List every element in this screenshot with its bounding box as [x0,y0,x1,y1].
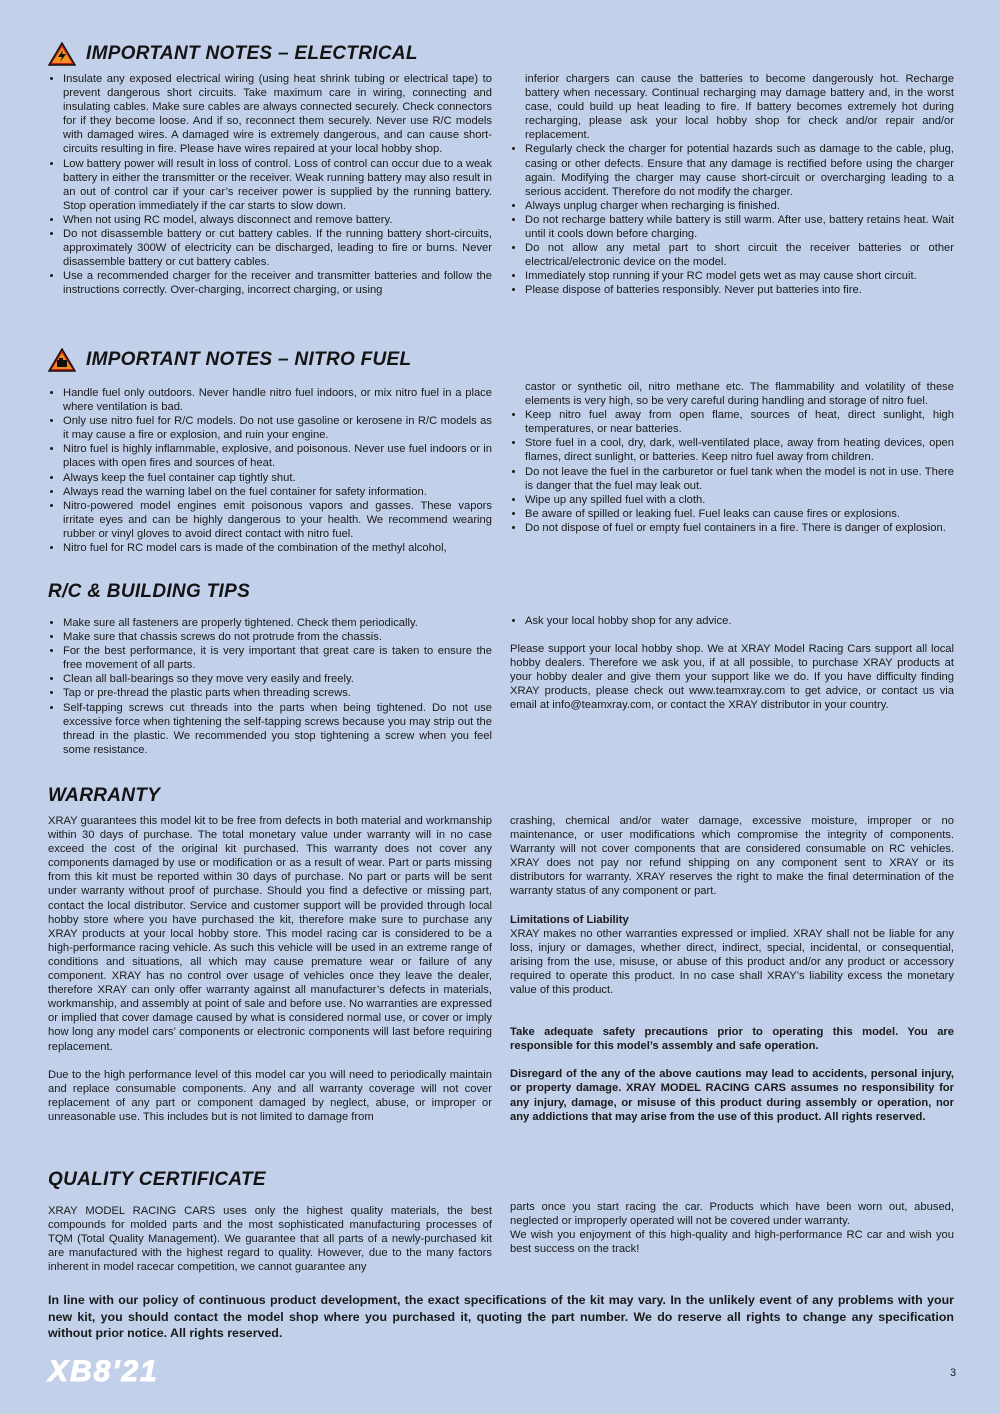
list-item: • Do not leave the fuel in the carburetor or fuel tank when the model is not in use. There is danger that the fuel may leak out. [525,465,954,493]
liability-title: Limitations of Liability [510,913,629,926]
quality-left-column [48,1204,492,1274]
electrical-right-list [510,142,954,297]
hobby-shop-paragraph: Please support your local hobby shop. We at XRAY Model Racing Cars support all local hobby dealers. Therefore we ask you, if at all possible, to purchase XRAY products at your hobby dealer and give them your support like we do. If you have difficulty finding XRAY products, please check out www.teamxray.com to get advice, or contact us via email at info@teamxray.com, or contact the XRAY distributor in your country. [510,643,954,712]
list-item: • Insulate any exposed electrical wiring (using heat shrink tubing or electrical tape) to prevent dangerous short circuits. Take maximum care in wiring, connecting and insulating cables. Make sure cables are always connected securely. Check connectors for if they become loose. And if so, reconnect them securely. Never use R/C models with damaged wires. A damaged wire is extremely dangerous, and can cause short-circuits resulting in fire. Please have wires repaired at your local hobby shop. [63,72,492,157]
quality-title: QUALITY CERTIFICATE [48,1169,266,1190]
list-item: • Please dispose of batteries responsibly. Never put batteries into fire. [525,283,954,297]
tips-right-list [510,614,954,628]
nitro-heading [48,348,954,372]
tips-left-list [48,616,492,757]
list-item: • Nitro fuel is highly inflammable, explosive, and poisonous. Never use fuel indoors or in places with open fires and sources of heat. [63,442,492,470]
list-item: • For the best performance, it is very important that great care is taken to ensure the free movement of all parts. [63,644,492,672]
quality-paragraph: parts once you start racing the car. Products which have been worn out, abused, neglected or improperly operated will not be covered under warranty. [510,1201,954,1228]
list-item: • Store fuel in a cool, dry, dark, well-ventilated place, away from heating devices, open flames, direct sunlight, or batteries. Keep nitro fuel away from children. [525,436,954,464]
warranty-heading [48,784,954,808]
safety-notice: Take adequate safety precautions prior to operating this model. You are responsible for this model’s assembly and safe operation. [510,1026,954,1053]
nitro-section [48,348,954,555]
quality-right-column [510,1200,954,1274]
list-item: • When not using RC model, always disconnect and remove battery. [63,213,492,227]
nitro-left-list [48,386,492,555]
warranty-left-column [48,814,492,1124]
electrical-left-column [48,72,492,298]
list-item: • Always read the warning label on the fuel container for safety information. [63,485,492,499]
list-item: • Wipe up any spilled fuel with a cloth. [525,493,954,507]
lightning-warning-icon [48,42,76,66]
list-item: • Handle fuel only outdoors. Never handle nitro fuel indoors, or mix nitro fuel in a place where ventilation is bad. [63,386,492,414]
page-number: 3 [950,1367,957,1379]
list-item: • Always keep the fuel container cap tightly shut. [63,471,492,485]
list-item: • Make sure that chassis screws do not protrude from the chassis. [63,630,492,644]
xb8-logo: XB8'21 [48,1355,159,1388]
list-item: • Keep nitro fuel away from open flame, sources of heat, direct sunlight, high temperatures, or near batteries. [525,408,954,436]
list-item: • Nitro fuel for RC model cars is made of the combination of the methyl alcohol, [63,541,492,555]
list-item-continued: inferior chargers can cause the batteries to become dangerously hot. Recharge battery when necessary. Continual recharging may damage battery and, in the worst case, could build up heat leading to fire. If battery becomes extremely hot during recharging, please ask your local hobby shop for check and/or repair and/or replacement. [525,73,954,142]
list-item: • Clean all ball-bearings so they move very easily and freely. [63,672,492,686]
tips-title: R/C & BUILDING TIPS [48,581,251,602]
warranty-paragraph: Due to the high performance level of this model car you will need to periodically maintain and replace consumable components. Any and all warranty coverage will not cover replacement of any part or component damaged by neglect, abuse, or improper or unreasonable use. This includes but is not limited to damage from [48,1068,492,1123]
warranty-right-column [510,814,954,1124]
list-item: • Do not recharge battery while battery is still warm. After use, battery retains heat. Wait until it cools down before charging. [525,213,954,241]
list-item-continued: castor or synthetic oil, nitro methane etc. The flammability and volatility of these elements is very high, so be very careful during handling and storage of nitro fuel. [525,381,954,408]
nitro-left-column [48,386,492,555]
nitro-right-list [510,408,954,535]
nitro-title: IMPORTANT NOTES – NITRO FUEL [86,349,412,370]
list-item: • Ask your local hobby shop for any advice. [525,614,954,628]
tips-right-column [510,614,954,757]
liability-text: XRAY makes no other warranties expressed or implied. XRAY shall not be liable for any loss, injury or damages, whether direct, indirect, special, incidental, or consequential, arising from the use, misuse, or abuse of this product and/or any product or accessory required to operate this product. In no case shall XRAY’s liability excess the monetary value of this product. [510,927,954,997]
warranty-paragraph: XRAY guarantees this model kit to be free from defects in both material and workmanship within 30 days of purchase. The total monetary value under warranty will in no case exceed the cost of the original kit purchased. This warranty does not cover any components damaged by use or modification or as a result of wear. Part or parts missing from this kit must be reported within 30 days of purchase. No part or parts will be sent under warranty without proof of purchase. Should you find a defective or missing part, contact the local distributor. Service and customer support will be provided through local hobby store where you have purchased the kit, therefore make sure to purchase any XRAY products at your local hobby store. This model racing car is considered to be a high-performance racing vehicle. As such this vehicle will be used in an extreme range of conditions and situations, all which may cause premature wear or failure of any component. XRAY has no control over usage of vehicles once they leave the dealer, therefore XRAY can only offer warranty against all manufacturer’s defects in materials, workmanship, and assembly at point of sale and before use. No warranties are expressed or implied that cover damage caused by what is considered normal use, or cover or imply how long any model cars’ components or electronic components will last before requiring replacement. [48,815,493,1053]
list-item: • Use a recommended charger for the receiver and transmitter batteries and follow the instructions correctly. Over-charging, incorrect charging, or using [63,269,492,297]
warranty-title: WARRANTY [48,785,161,806]
electrical-left-list [48,72,492,298]
list-item: • Make sure all fasteners are properly tightened. Check them periodically. [63,616,492,630]
list-item: • Regularly check the charger for potential hazards such as damage to the cable, plug, casing or other defects. Ensure that any damage is rectified before using the charger again. Modifying the charger may cause short-circuit or overcharging leading to a serious accident. Therefore do not modify the charger. [525,142,954,198]
list-item: • Do not allow any metal part to short circuit the receiver batteries or other electrical/electronic device on the model. [525,241,954,269]
tips-section [48,580,954,757]
list-item: • Tap or pre-thread the plastic parts when threading screws. [63,686,492,700]
warranty-paragraph: crashing, chemical and/or water damage, excessive moisture, improper or no maintenance, or user modifications which compromise the integrity of components. Warranty will not cover components that are considered consumable on RC vehicles. XRAY does not pay nor refund shipping on any component sent to XRAY or its distributors for warranty. XRAY reserves the right to make the final determination of the warranty status of any component or part. [510,815,954,898]
tips-heading [48,580,954,604]
tips-left-column [48,616,492,757]
quality-heading [48,1168,954,1192]
disclaimer-notice: Disregard of the any of the above cautions may lead to accidents, personal injury, or property damage. XRAY MODEL RACING CARS assumes no responsibility for any injury, damage, or misuse of this product during assembly or operation, nor any addictions that may arise from the use of this product. All rights reserved. [510,1068,954,1123]
nitro-right-column [510,380,954,555]
warranty-section [48,784,954,1124]
list-item: • Always unplug charger when recharging is finished. [525,199,954,213]
quality-section [48,1168,954,1274]
electrical-heading [48,42,954,66]
electrical-section [48,42,954,298]
list-item: • Be aware of spilled or leaking fuel. Fuel leaks can cause fires or explosions. [525,507,954,521]
electrical-right-column [510,72,954,298]
electrical-title: IMPORTANT NOTES – ELECTRICAL [86,43,418,64]
final-note: In line with our policy of continuous product development, the exact specifications of the kit may vary. In the unlikely event of any problems with your new kit, you should contact the model shop where you purchased it, quoting the part number. We do reserve all rights to change any specification without prior notice. All rights reserved. [48,1293,954,1340]
list-item: • Only use nitro fuel for R/C models. Do not use gasoline or kerosene in R/C models as it may cause a fire or explosion, and ruin your engine. [63,414,492,442]
quality-paragraph: XRAY MODEL RACING CARS uses only the highest quality materials, the best compounds for molded parts and the most sophisticated manufacturing processes of TQM (Total Quality Management). We guarantee that all parts of a newly-purchased kit are manufactured with the highest regard to quality. However, due to the many factors inherent in model racecar competition, we cannot guarantee any [48,1205,492,1274]
fuel-warning-icon [48,348,76,372]
quality-paragraph: We wish you enjoyment of this high-quality and high-performance RC car and wish you best success on the track! [510,1229,954,1256]
list-item: • Nitro-powered model engines emit poisonous vapors and gasses. These vapors irritate eyes and can be highly dangerous to your health. We recommend wearing rubber or vinyl gloves to avoid direct contact with nitro fuel. [63,499,492,541]
list-item: • Do not dispose of fuel or empty fuel containers in a fire. There is danger of explosion. [525,521,954,535]
list-item: • Immediately stop running if your RC model gets wet as may cause short circuit. [525,269,954,283]
list-item: • Self-tapping screws cut threads into the parts when being tightened. Do not use excessive force when tightening the self-tapping screws because you may strip out the thread in the plastic. We recommended you stop tightening a screw when you feel some resistance. [63,701,492,757]
list-item: • Do not disassemble battery or cut battery cables. If the running battery short-circuits, approximately 300W of electricity can be discharged, leading to fire or burns. Never disassemble battery or cut battery cables. [63,227,492,269]
list-item: • Low battery power will result in loss of control. Loss of control can occur due to a weak battery in either the transmitter or the receiver. Weak running battery may also result in an out of control car if your car’s receiver power is supplied by the running battery. Stop operation immediately if the car starts to slow down. [63,157,492,213]
